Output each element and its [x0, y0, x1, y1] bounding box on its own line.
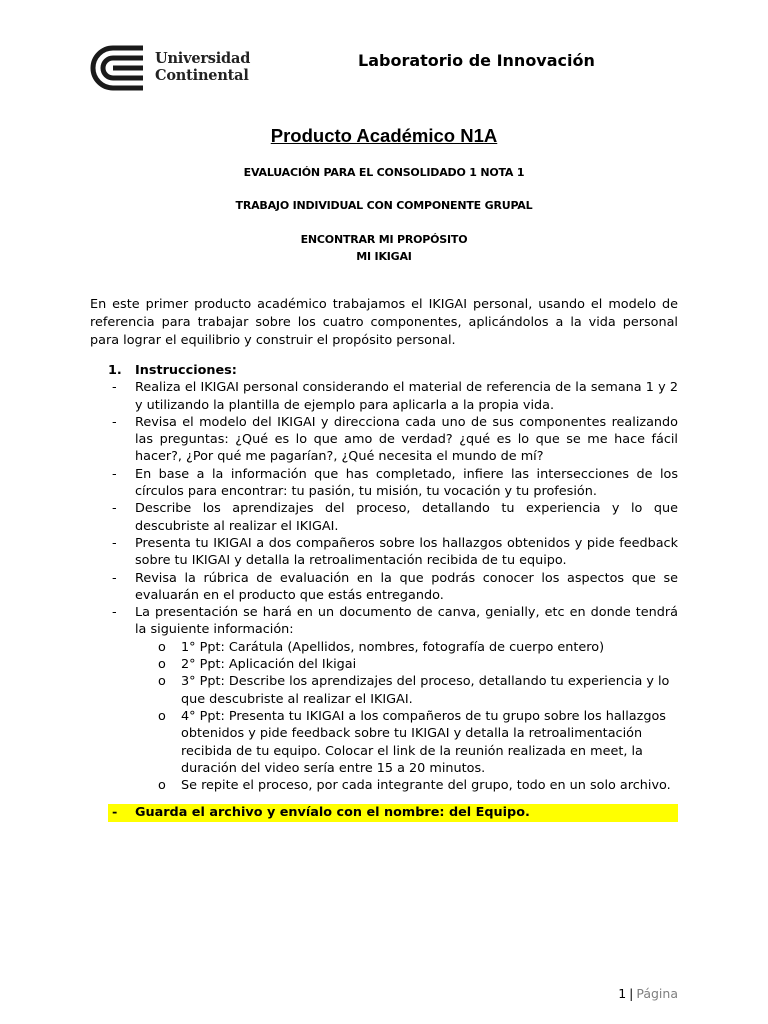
list-item [90, 379, 678, 414]
list-item-text: Revisa el modelo del IKIGAI y direcciona cada uno de sus componentes realizando las preguntas: ¿Qué es lo que amo de verdad? ¿qué es lo que se me hace fácil hacer?, ¿Por qué me pagarían?, ¿Qué necesita el mundo de mí? [135, 414, 678, 465]
list-item-text: Presenta tu IKIGAI a dos compañeros sobre los hallazgos obtenidos y pide feedback sobre tu IKIGAI y detalla la retroalimentación recibida de tu equipo. [135, 535, 678, 569]
dash-bullet-icon: - [112, 535, 117, 551]
sub-list-item-text: 4° Ppt: Presenta tu IKIGAI a los compañeros de tu grupo sobre los hallazgos obtenidos y pide feedback sobre tu IKIGAI y detalla la retroalimentación recibida de tu equipo. Colocar el link de la reunión realizada en meet, la duración del video sería entre 15 a 20 minutos. [181, 708, 666, 776]
instructions-heading [108, 362, 678, 379]
circle-bullet-icon: o [158, 639, 166, 655]
page-label: Página [636, 986, 678, 1001]
subtitle-purpose: ENCONTRAR MI PROPÓSITO [300, 233, 468, 246]
dash-bullet-icon: - [112, 501, 117, 517]
list-item-text: Realiza el IKIGAI personal considerando el material de referencia de la semana 1 y 2 y utilizando la plantilla de ejemplo para aplicarla a la propia vida. [135, 380, 678, 413]
instructions-heading-text: Instrucciones: [135, 363, 237, 378]
sub-list-item-text: 3° Ppt: Describe los aprendizajes del proceso, detallando tu experiencia y lo que descubriste al realizar el IKIGAI. [181, 674, 670, 707]
subtitle-ikigai: MI IKIGAI [356, 250, 412, 263]
list-item [90, 535, 678, 570]
dash-bullet-icon: - [112, 380, 117, 396]
list-item [90, 414, 678, 466]
list-item-text: Describe los aprendizajes del proceso, detallando tu experiencia y lo que descubriste al realizar el IKIGAI. [135, 501, 678, 534]
document-title: Producto Académico N1A [270, 125, 498, 146]
subtitle-evaluation: EVALUACIÓN PARA EL CONSOLIDADO 1 NOTA 1 [243, 166, 525, 179]
footer-separator: | [629, 986, 634, 1001]
university-logo [89, 44, 249, 92]
instructions-section [90, 362, 678, 822]
list-item [90, 570, 678, 605]
dash-bullet-icon: - [112, 570, 117, 586]
dash-bullet-icon: - [112, 605, 117, 621]
list-item-text: En base a la información que has completado, infiere las intersecciones de los círculos para encontrar: tu pasión, tu misión, tu vocación y tu profesión. [135, 466, 678, 500]
sub-list-item-text: 1° Ppt: Carátula (Apellidos, nombres, fotografía de cuerpo entero) [181, 639, 605, 655]
sub-list-item-text: Se repite el proceso, por cada integrante del grupo, todo en un solo archivo. [181, 778, 671, 794]
intro-paragraph: En este primer producto académico trabajamos el IKIGAI personal, usando el modelo de referencia para trabajar sobre los cuatro componentes, aplicándolos a la vida personal para lograr el equilibrio y construir el propósito personal. [90, 297, 678, 348]
header-title: Laboratorio de Innovación [358, 51, 595, 70]
logo-line-1: Universidad [155, 50, 251, 67]
circle-bullet-icon: o [158, 778, 166, 794]
circle-bullet-icon: o [158, 674, 166, 690]
subtitle-work-type: TRABAJO INDIVIDUAL CON COMPONENTE GRUPAL [235, 199, 533, 212]
page-footer [618, 986, 678, 1001]
list-item [90, 604, 678, 639]
highlighted-instruction-text: Guarda el archivo y envíalo con el nombre: del Equipo. [135, 805, 530, 821]
logo-text [155, 50, 250, 84]
logo-line-2: Continental [155, 67, 249, 84]
circle-bullet-icon: o [158, 657, 166, 673]
sub-list-item [90, 656, 678, 673]
instructions-number: 1. [108, 363, 122, 378]
sub-list-item-text: 2° Ppt: Aplicación del Ikigai [181, 657, 357, 673]
list-item [90, 466, 678, 501]
dash-bullet-icon: - [112, 805, 118, 821]
list-item-text: La presentación se hará en un documento de canva, genially, etc en donde tendrá la siguiente información: [135, 605, 678, 638]
universidad-continental-logo-icon [89, 44, 149, 92]
list-item-text: Revisa la rúbrica de evaluación en la que podrás conocer los aspectos que se evaluarán en el producto que estás entregando. [135, 570, 678, 603]
dash-bullet-icon: - [112, 414, 117, 430]
sub-list-item [90, 708, 678, 777]
list-item [90, 500, 678, 535]
sub-list-item [90, 777, 678, 794]
sub-list-item [90, 673, 678, 708]
circle-bullet-icon: o [158, 708, 166, 724]
dash-bullet-icon: - [112, 466, 117, 482]
highlighted-instruction [108, 804, 678, 821]
sub-list-item [90, 639, 678, 656]
page-number: 1 [618, 986, 627, 1001]
